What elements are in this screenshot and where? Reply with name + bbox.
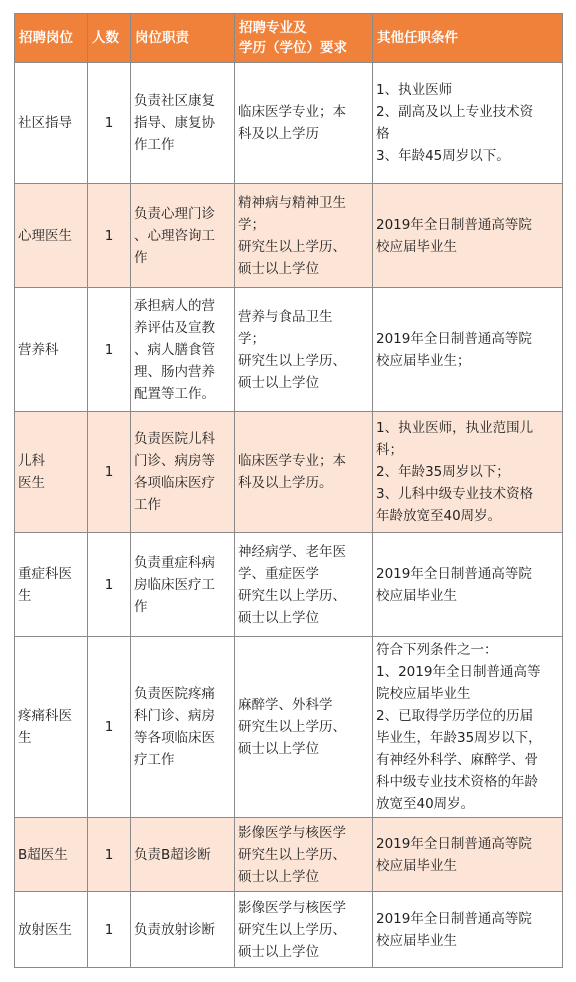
count-text: 1: [104, 464, 114, 480]
table-row: [15, 412, 563, 533]
cell-position: [15, 892, 88, 968]
header-other: 其他任职条件: [373, 14, 563, 63]
other-text: 符合下列条件之一： 1、2019年全日制普通高等 院校应届毕业生 2、已取得学历学位的历届 毕业生，年龄35周岁以下， 有神经外科学、麻醉学、骨 科中级专业技术资格的年龄 放宽至40周岁。: [376, 642, 542, 812]
duties-text: 负责B超诊断: [134, 846, 211, 863]
count-text: 1: [104, 846, 114, 863]
cell-major: [235, 637, 373, 818]
other-text: 1、执业医师 2、副高及以上专业技术资 格 3、年龄45周岁以下。: [376, 82, 534, 164]
cell-major: [235, 533, 373, 637]
position-text: 放射医生: [18, 921, 72, 938]
table-row: [15, 818, 563, 892]
cell-major: [235, 184, 373, 288]
table-row: [15, 184, 563, 288]
cell-major: [235, 412, 373, 533]
cell-major: [235, 892, 373, 968]
other-text: 2019年全日制普通高等院 校应届毕业生: [376, 910, 532, 949]
cell-other: [373, 184, 563, 288]
table-row: [15, 63, 563, 184]
recruitment-table: [14, 13, 563, 968]
cell-position: [15, 818, 88, 892]
duties-text: 负责重症科病 房临床医疗工 作: [134, 554, 215, 615]
other-text: 2019年全日制普通高等院 校应届毕业生: [376, 216, 532, 255]
cell-position: [15, 637, 88, 818]
cell-count: [88, 818, 131, 892]
other-text: 2019年全日制普通高等院 校应届毕业生；: [376, 330, 532, 369]
count-text: 1: [104, 341, 114, 358]
position-text: 重症科医 生: [18, 565, 72, 604]
cell-duties: [131, 533, 235, 637]
duties-text: 负责心理门诊 、心理咨询工 作: [134, 205, 215, 266]
cell-major: [235, 63, 373, 184]
duties-text: 负责医院疼痛 科门诊、病房 等各项临床医 疗工作: [134, 686, 215, 768]
cell-count: [88, 892, 131, 968]
cell-position: [15, 533, 88, 637]
position-text: 儿科 医生: [18, 453, 45, 491]
cell-other: [373, 818, 563, 892]
position-text: 心理医生: [18, 227, 72, 244]
table-header-row: [15, 14, 563, 63]
position-text: 疼痛科医 生: [18, 708, 72, 746]
cell-count: [88, 637, 131, 818]
count-text: 1: [104, 227, 114, 244]
count-text: 1: [104, 719, 114, 735]
duties-text: 负责社区康复 指导、康复协 作工作: [134, 93, 215, 153]
count-text: 1: [104, 921, 114, 938]
cell-position: [15, 412, 88, 533]
cell-count: [88, 63, 131, 184]
other-text: 2019年全日制普通高等院 校应届毕业生: [376, 565, 532, 604]
position-text: 社区指导: [18, 115, 72, 131]
duties-text: 负责医院儿科 门诊、病房等 各项临床医疗 工作: [134, 431, 215, 513]
major-text: 精神病与精神卫生 学； 研究生以上学历、 硕士以上学位: [238, 194, 346, 277]
cell-duties: [131, 184, 235, 288]
cell-other: [373, 412, 563, 533]
cell-duties: [131, 818, 235, 892]
table-row: [15, 533, 563, 637]
cell-position: [15, 63, 88, 184]
cell-duties: [131, 892, 235, 968]
cell-other: [373, 637, 563, 818]
position-text: B超医生: [18, 846, 68, 863]
major-text: 影像医学与核医学 研究生以上学历、 硕士以上学位: [238, 824, 346, 885]
header-major: [235, 14, 373, 63]
header-count: 人数: [88, 14, 131, 63]
cell-duties: [131, 63, 235, 184]
table-row: [15, 892, 563, 968]
table-row: [15, 637, 563, 818]
cell-position: [15, 288, 88, 412]
major-text: 麻醉学、外科学 研究生以上学历、 硕士以上学位: [238, 697, 346, 757]
cell-other: [373, 63, 563, 184]
cell-duties: [131, 288, 235, 412]
position-text: 营养科: [18, 341, 59, 358]
cell-duties: [131, 412, 235, 533]
major-text: 影像医学与核医学 研究生以上学历、 硕士以上学位: [238, 899, 346, 960]
major-text: 营养与食品卫生 学； 研究生以上学历、 硕士以上学位: [238, 308, 346, 391]
header-duties: 岗位职责: [131, 14, 235, 63]
count-text: 1: [104, 115, 114, 131]
count-text: 1: [104, 576, 114, 593]
header-position: 招聘岗位: [15, 14, 88, 63]
cell-other: [373, 288, 563, 412]
cell-position: [15, 184, 88, 288]
major-text: 神经病学、老年医 学、重症医学 研究生以上学历、 硕士以上学位: [238, 543, 346, 626]
cell-major: [235, 288, 373, 412]
cell-count: [88, 412, 131, 533]
header-major-label: 招聘专业及 学历（学位）要求: [239, 20, 347, 56]
major-text: 临床医学专业；本 科及以上学历: [238, 104, 346, 142]
cell-count: [88, 288, 131, 412]
cell-other: [373, 533, 563, 637]
other-text: 2019年全日制普通高等院 校应届毕业生: [376, 835, 532, 874]
duties-text: 负责放射诊断: [134, 921, 215, 938]
cell-duties: [131, 637, 235, 818]
cell-count: [88, 184, 131, 288]
duties-text: 承担病人的营 养评估及宣教 、病人膳食管 理、肠内营养 配置等工作。: [134, 297, 215, 402]
cell-major: [235, 818, 373, 892]
other-text: 1、执业医师，执业范围儿 科； 2、年龄35周岁以下； 3、儿科中级专业技术资格 年龄放宽至40周岁。: [376, 420, 534, 524]
cell-other: [373, 892, 563, 968]
cell-count: [88, 533, 131, 637]
major-text: 临床医学专业；本 科及以上学历。: [238, 453, 346, 491]
table-row: [15, 288, 563, 412]
